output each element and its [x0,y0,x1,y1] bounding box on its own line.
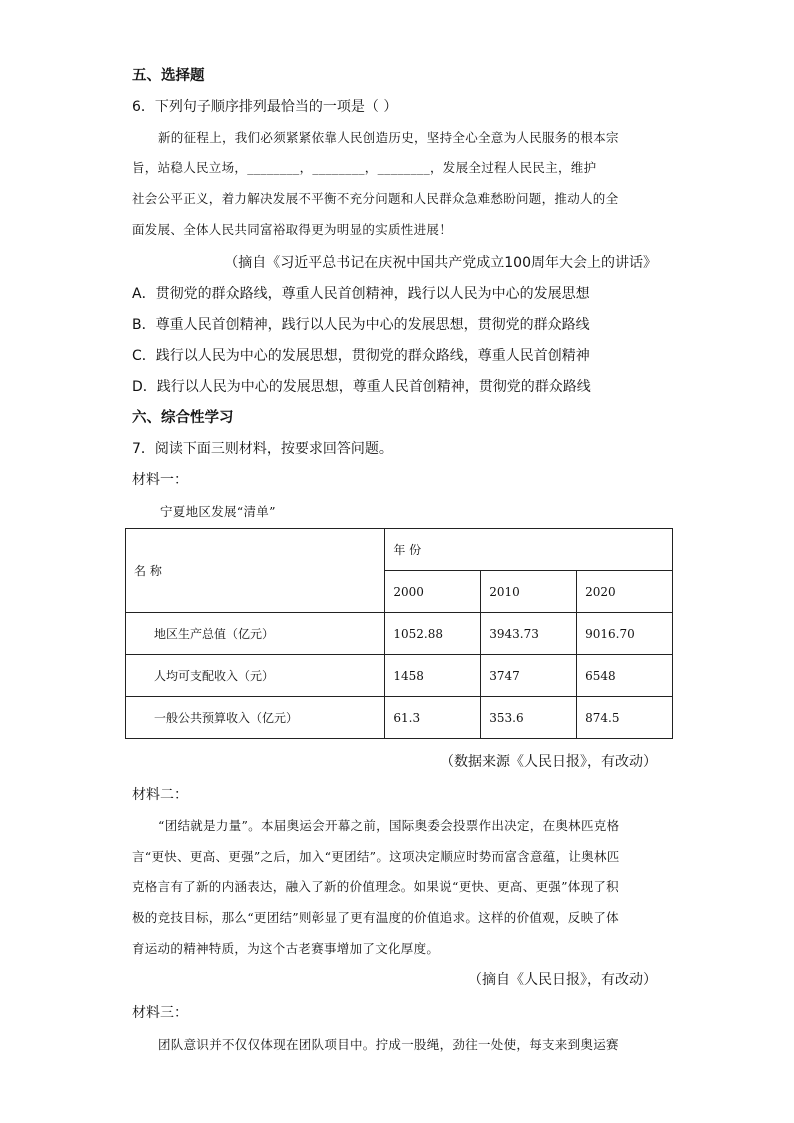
table-source: （数据来源《人民日报》，有改动） [440,754,657,770]
row-label: 人均可支配收入（元） [126,655,385,697]
material-three-label: 材料三： [132,1005,188,1021]
question-7: 7．阅读下面三则材料，按要求回答问题。 [132,441,393,457]
material-two-source: （摘自《人民日报》，有改动） [468,972,657,988]
passage-line: 旨，站稳人民立场，________，________，________，发展全过程人民民主，维护 [132,160,597,175]
year-header: 2020 [577,571,673,613]
passage-line: 面发展、全体人民共同富裕取得更为明显的实质性进展！ [132,222,453,237]
passage-line: 克格言有了新的内涵表达，融入了新的价值理念。如果说“更快、更高、更强”体现了积 [132,879,619,894]
option-c: C．践行以人民为中心的发展思想，贯彻党的群众路线，尊重人民首创精神 [132,348,590,364]
row-label: 一般公共预算收入（亿元） [126,697,385,739]
passage-line: 新的征程上，我们必须紧紧依靠人民创造历史，坚持全心全意为人民服务的根本宗 [158,130,619,145]
material-two-label: 材料二： [132,787,188,803]
passage-line: 团队意识并不仅仅体现在团队项目中。拧成一股绳，劲往一处使，每支来到奥运赛 [158,1037,619,1052]
passage-line: 极的竞技目标，那么“更团结”则彰显了更有温度的价值追求。这样的价值观，反映了体 [132,910,619,925]
option-a: A．贯彻党的群众路线，尊重人民首创精神，践行以人民为中心的发展思想 [132,286,590,302]
table-row [126,655,673,697]
year-header: 2000 [385,571,481,613]
table-cell: 3943.73 [481,613,577,655]
header-name-label: 名 称 [134,564,162,578]
table-title: 宁夏地区发展“清单” [160,504,276,519]
table-cell: 9016.70 [577,613,673,655]
table-row [126,697,673,739]
row-label: 地区生产总值（亿元） [126,613,385,655]
option-d: D．践行以人民为中心的发展思想，尊重人民首创精神，贯彻党的群众路线 [132,379,591,395]
table-cell: 874.5 [577,697,673,739]
table-cell: 353.6 [481,697,577,739]
material-one-label: 材料一： [132,472,188,488]
year-header: 2010 [481,571,577,613]
section-five-heading: 五、选择题 [132,68,205,84]
table-cell: 3747 [481,655,577,697]
table-cell: 6548 [577,655,673,697]
section-six-heading: 六、综合性学习 [132,410,234,426]
option-b: B．尊重人民首创精神，践行以人民为中心的发展思想，贯彻党的群众路线 [132,317,590,333]
passage-line: 言“更快、更高、更强”之后，加入“更团结”。这项决定顺应时势而富含意蕴，让奥林匹 [132,849,620,864]
table-header-name [126,529,385,613]
passage-line: 社会公平正义，着力解决发展不平衡不充分问题和人民群众急难愁盼问题，推动人的全 [132,191,619,206]
passage-source: （摘自《习近平总书记在庆祝中国共产党成立100周年大会上的讲话》 [224,255,657,271]
table-cell: 61.3 [385,697,481,739]
data-table [125,528,673,739]
passage-line: “团结就是力量”。本届奥运会开幕之前，国际奥委会投票作出决定，在奥林匹克格 [158,818,620,833]
header-year-label: 年 份 [393,543,422,557]
table-row [126,613,673,655]
table-cell: 1458 [385,655,481,697]
table-header-year [385,529,673,571]
passage-line: 育运动的精神特质，为这个古老赛事增加了文化厚度。 [132,941,440,956]
table-cell: 1052.88 [385,613,481,655]
question-6: 6．下列句子顺序排列最恰当的一项是（ ） [132,99,398,115]
